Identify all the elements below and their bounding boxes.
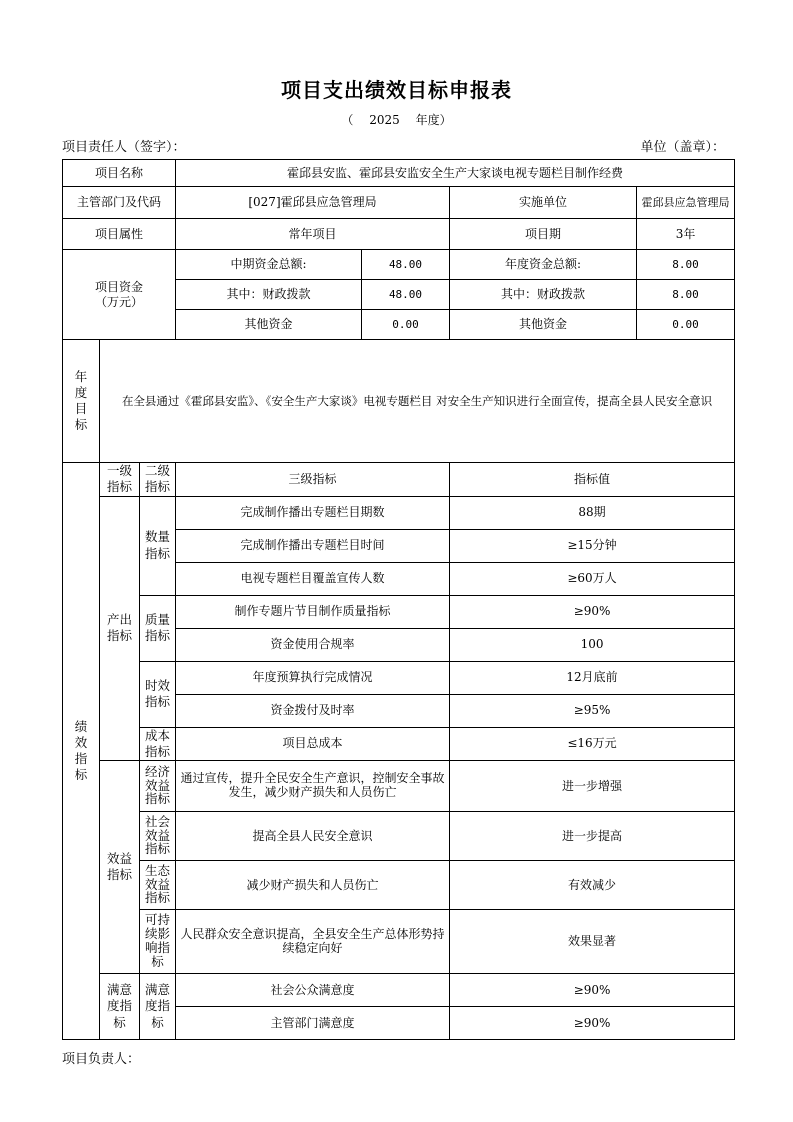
- period-value: 3年: [637, 219, 735, 250]
- impl-value: 霍邱县应急管理局: [637, 187, 735, 219]
- indicator-value: ≥90%: [450, 1007, 735, 1040]
- indicator-row: [63, 496, 735, 529]
- year-other-label: 其他资金: [450, 310, 637, 340]
- indicator-row: [63, 727, 735, 761]
- level1-header: 一级指标: [100, 463, 140, 497]
- page-title: 项目支出绩效目标申报表: [281, 78, 512, 102]
- fund-label-line2: （万元）: [94, 294, 143, 309]
- economic-indicator-label: 经济效益指标: [140, 761, 176, 812]
- performance-form-table: [62, 159, 735, 1040]
- social-indicator-label: 社会效益指标: [140, 812, 176, 861]
- indicator-value: ≥90%: [450, 974, 735, 1007]
- indicator-name: 年度预算执行完成情况: [176, 661, 450, 694]
- indicator-value: 效果显著: [450, 910, 735, 974]
- benefit-indicator-label: 效益指标: [100, 761, 140, 974]
- mid-other-value: 0.00: [362, 310, 450, 340]
- indicator-name: 社会公众满意度: [176, 974, 450, 1007]
- indicator-value: ≥90%: [450, 595, 735, 628]
- year-line: [0, 111, 793, 128]
- level3-header: 三级指标: [176, 463, 450, 497]
- row-project-name: [63, 160, 735, 187]
- indicator-name: 提高全县人民安全意识: [176, 812, 450, 861]
- indicator-name: 人民群众安全意识提高，全县安全生产总体形势持续稳定向好: [176, 910, 450, 974]
- cost-indicator-label: 成本指标: [140, 727, 176, 761]
- project-lead-label: 项目负责人：: [62, 1052, 141, 1067]
- indicator-value: 进一步提高: [450, 812, 735, 861]
- fund-label-line1: 项目资金: [94, 279, 143, 294]
- indicator-value: 12月底前: [450, 661, 735, 694]
- year-label: 年度）: [415, 113, 452, 127]
- eco-indicator-label: 生态效益指标: [140, 861, 176, 910]
- mid-fiscal-label: 其中：财政拨款: [176, 280, 362, 310]
- responsible-signature-label: 项目责任人（签字）：: [62, 140, 186, 155]
- mid-fiscal-value: 48.00: [362, 280, 450, 310]
- indicator-name: 主管部门满意度: [176, 1007, 450, 1040]
- indicator-value: ≥15分钟: [450, 529, 735, 562]
- indicator-name: 项目总成本: [176, 727, 450, 761]
- indicator-name: 资金拨付及时率: [176, 694, 450, 727]
- annual-goal-label: 年度目标: [63, 340, 100, 463]
- mid-total-label: 中期资金总额:: [176, 250, 362, 280]
- indicator-value: ≥60万人: [450, 562, 735, 595]
- year-fiscal-value: 8.00: [637, 280, 735, 310]
- indicator-row: [63, 812, 735, 861]
- year-open: （: [341, 113, 354, 127]
- sustain-indicator-label: 可持续影响指标: [140, 910, 176, 974]
- attr-label: 项目属性: [63, 219, 176, 250]
- indicator-row: [63, 761, 735, 812]
- indicator-name: 资金使用合规率: [176, 628, 450, 661]
- dept-label: 主管部门及代码: [63, 187, 176, 219]
- mid-other-label: 其他资金: [176, 310, 362, 340]
- indicator-row: [63, 910, 735, 974]
- mid-total-value: 48.00: [362, 250, 450, 280]
- year-total-label: 年度资金总额:: [450, 250, 637, 280]
- period-label: 项目期: [450, 219, 637, 250]
- unit-stamp-label: 单位（盖章）：: [640, 140, 725, 155]
- project-name-value: 霍邱县安监、霍邱县安监安全生产大家谈电视专题栏目制作经费: [176, 160, 735, 187]
- annual-goal-text: 在全县通过《霍邱县安监》、《安全生产大家谈》电视专题栏目 对安全生产知识进行全面宣传，提高全县人民安全意识: [100, 340, 735, 463]
- attr-value: 常年项目: [176, 219, 450, 250]
- indicator-value: ≥95%: [450, 694, 735, 727]
- indicator-row: [63, 974, 735, 1007]
- indicator-name: 减少财产损失和人员伤亡: [176, 861, 450, 910]
- project-name-label: 项目名称: [63, 160, 176, 187]
- level2-header: 二级指标: [140, 463, 176, 497]
- indicator-row: [63, 595, 735, 628]
- row-fund-total: [63, 250, 735, 280]
- indicator-value: 88期: [450, 496, 735, 529]
- indicator-value: 有效减少: [450, 861, 735, 910]
- year-value: 2025: [369, 113, 400, 127]
- indicator-name: 完成制作播出专题栏目时间: [176, 529, 450, 562]
- year-fiscal-label: 其中：财政拨款: [450, 280, 637, 310]
- impl-label: 实施单位: [450, 187, 637, 219]
- fund-label: [63, 250, 176, 340]
- indicator-name: 制作专题片节目制作质量指标: [176, 595, 450, 628]
- indicator-name: 完成制作播出专题栏目期数: [176, 496, 450, 529]
- quantity-indicator-label: 数量指标: [140, 496, 176, 595]
- row-indicator-header: [63, 463, 735, 497]
- dept-value: [027]霍邱县应急管理局: [176, 187, 450, 219]
- indicator-value: 100: [450, 628, 735, 661]
- timeliness-indicator-label: 时效指标: [140, 661, 176, 727]
- satisfaction-indicator-label: 满意度指标: [100, 974, 140, 1040]
- output-indicator-label: 产出指标: [100, 496, 140, 761]
- row-annual-goal: [63, 340, 735, 463]
- row-attr: [63, 219, 735, 250]
- indicator-row: [63, 861, 735, 910]
- indicator-value: ≤16万元: [450, 727, 735, 761]
- quality-indicator-label: 质量指标: [140, 595, 176, 661]
- row-dept: [63, 187, 735, 219]
- year-total-value: 8.00: [637, 250, 735, 280]
- indicator-name: 电视专题栏目覆盖宣传人数: [176, 562, 450, 595]
- indicator-row: [63, 661, 735, 694]
- indicator-name: 通过宣传，提升全民安全生产意识，控制安全事故发生，减少财产损失和人员伤亡: [176, 761, 450, 812]
- value-header: 指标值: [450, 463, 735, 497]
- year-other-value: 0.00: [637, 310, 735, 340]
- indicator-value: 进一步增强: [450, 761, 735, 812]
- satisfaction2-indicator-label: 满意度指标: [140, 974, 176, 1040]
- performance-section-label: 绩效指标: [63, 463, 100, 1040]
